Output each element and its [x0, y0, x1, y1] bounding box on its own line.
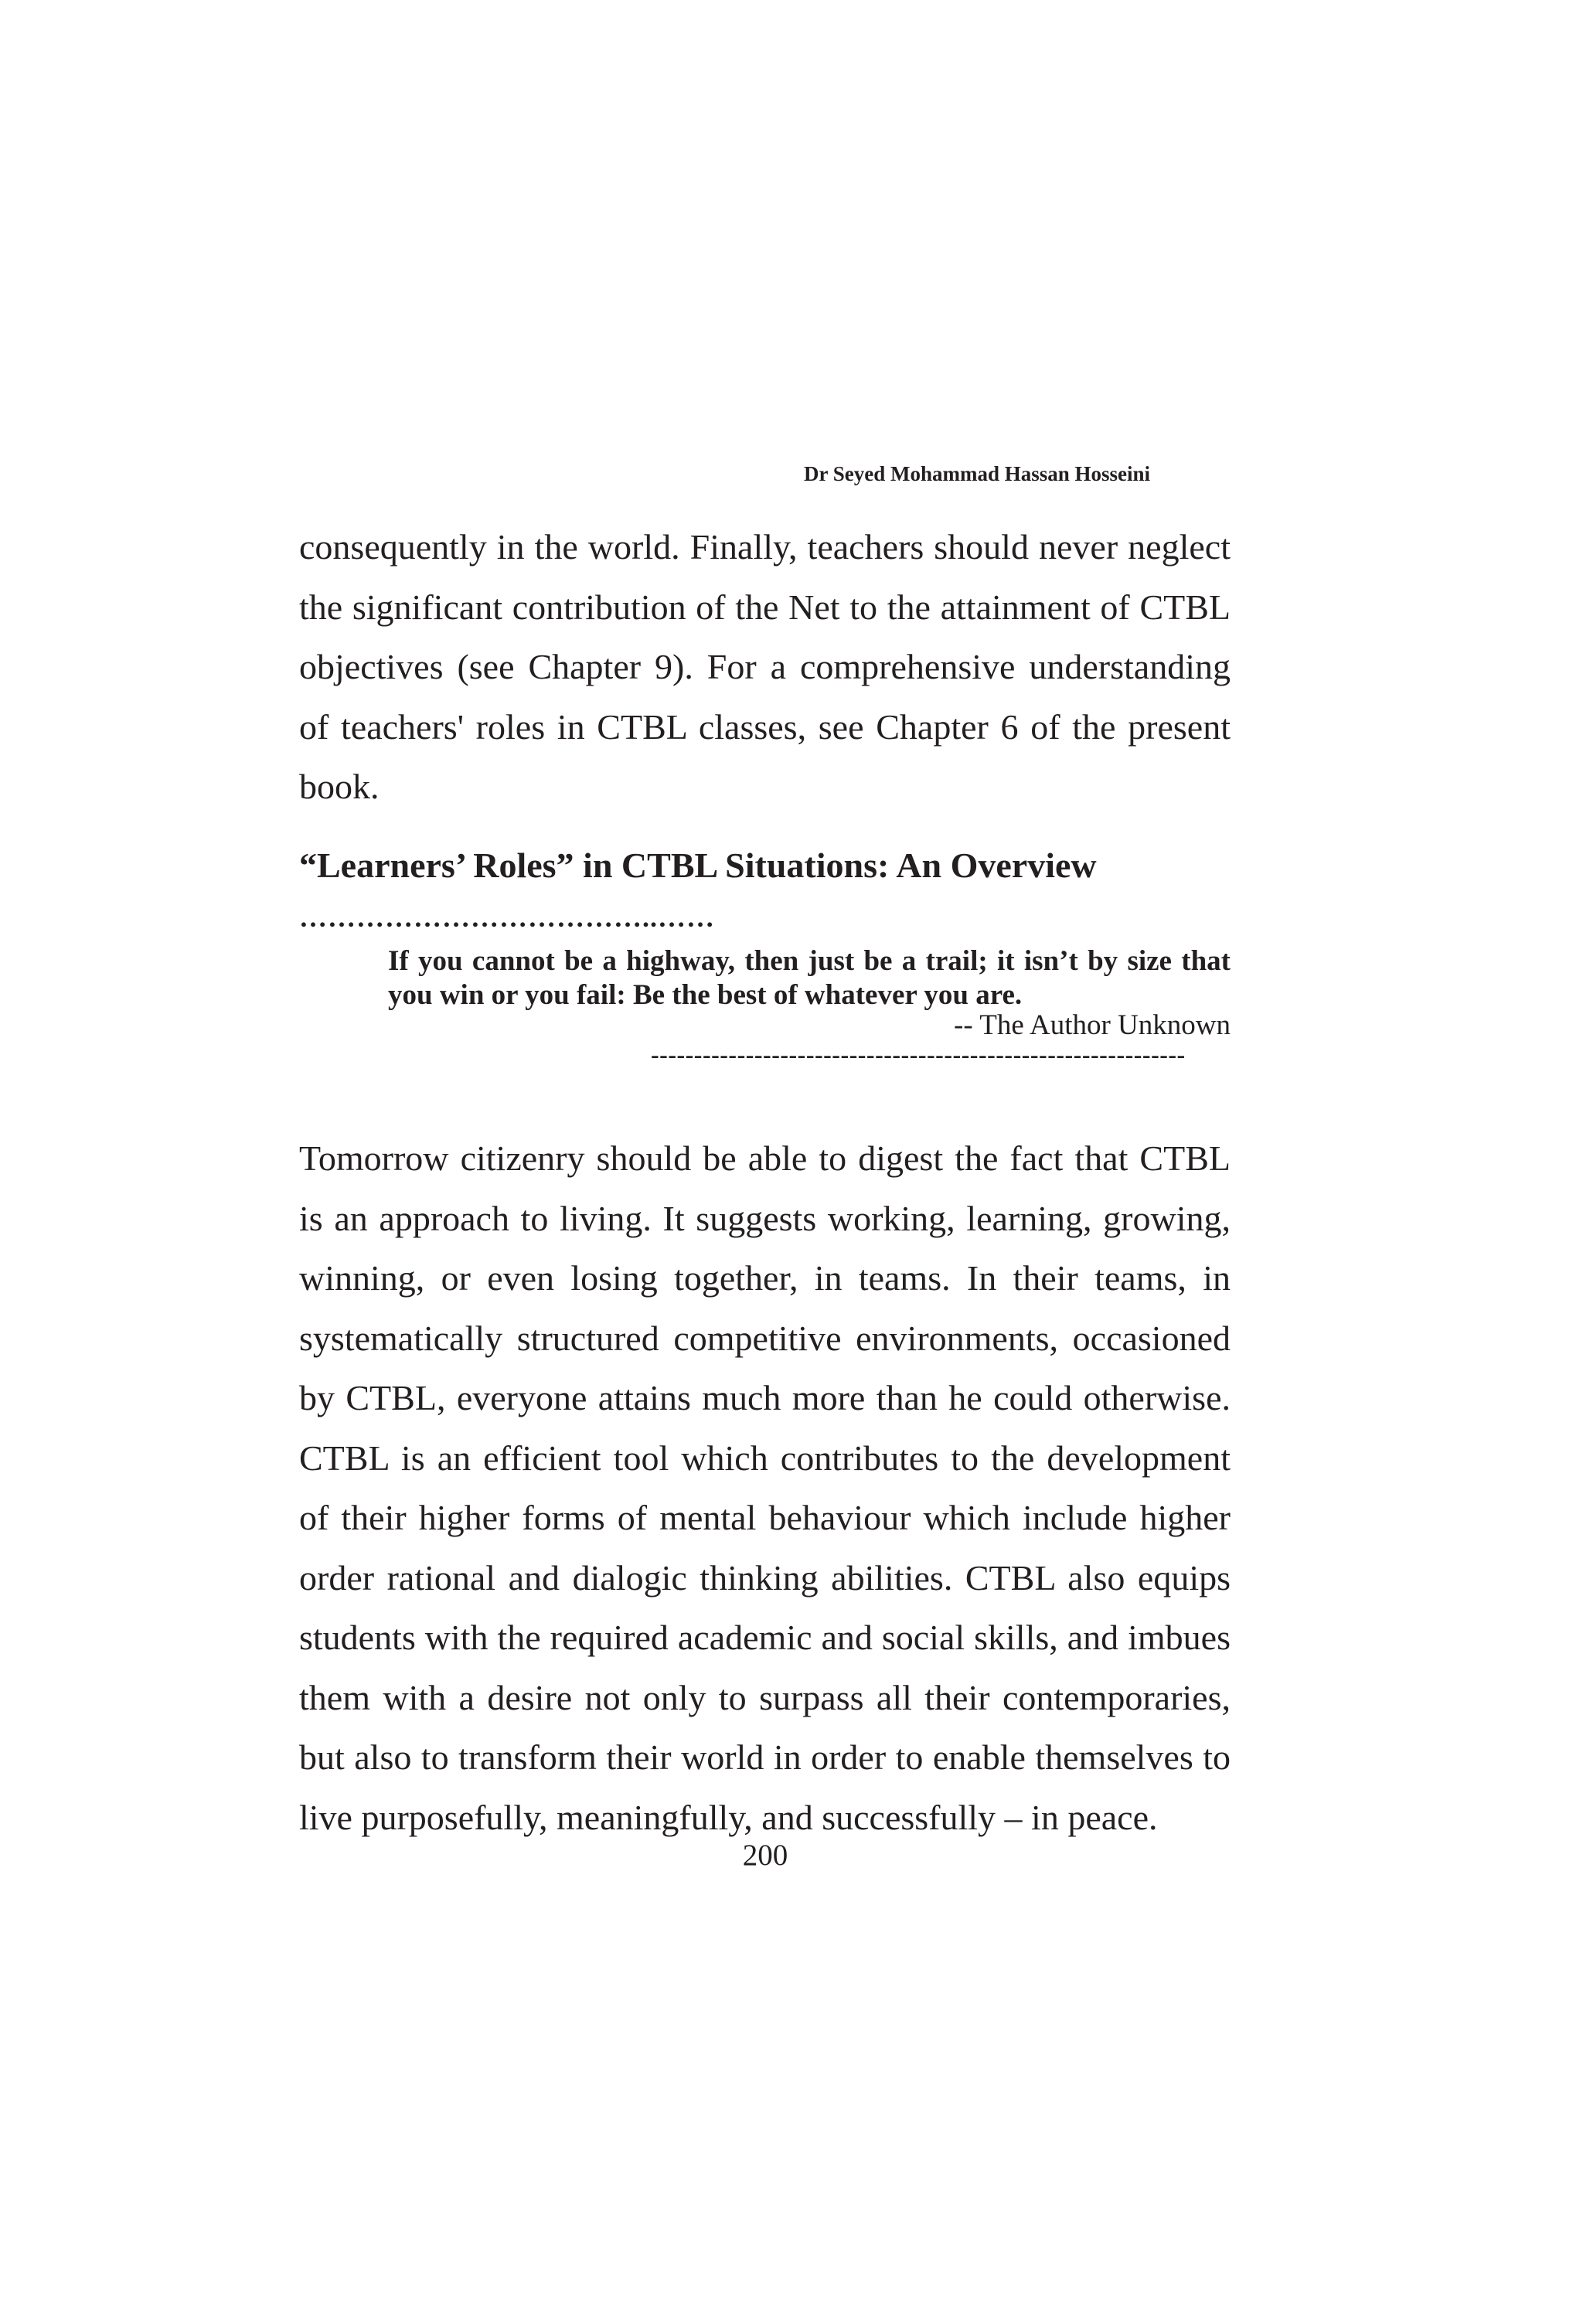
body-paragraph-continued: consequently in the world. Finally, teachers should never neglect the significant contribution of the Net to the attainment of CTBL objectives (see Chapter 9). For a comprehensive understanding of teachers' roles in CTBL classes, see Chapter 6 of the present book.	[299, 527, 1231, 806]
body-paragraph: Tomorrow citizenry should be able to digest the fact that CTBL is an approach to living. It suggests working, learning, growing, winning, or even losing together, in teams. In their teams, in systematically structured competitive environments, occasioned by CTBL, everyone attains much more than he could otherwise. CTBL is an efficient tool which contributes to the development of their higher forms of mental behaviour which include higher order rational and dialogic thinking abilities. CTBL also equips students with the required academic and social skills, and imbues them with a desire not only to surpass all their contemporaries, but also to transform their world in order to enable themselves to live purposefully, meaningfully, and successfully – in peace.	[299, 1138, 1231, 1837]
epigraph-attribution: -- The Author Unknown	[954, 1009, 1231, 1041]
epigraph-quote: If you cannot be a highway, then just be a trail; it isn’t by size that you win or you fail: Be the best of whatever you are.	[388, 945, 1231, 1011]
page-number: 200	[742, 1839, 788, 1872]
running-head-author: Dr Seyed Mohammad Hassan Hosseini	[804, 462, 1151, 485]
section-heading: “Learners’ Roles” in CTBL Situations: An Overview	[299, 846, 1097, 885]
epigraph-dash-rule: --------------------------------------------------------------	[651, 1040, 1186, 1068]
dot-leader: ………………………………..……	[299, 902, 715, 933]
